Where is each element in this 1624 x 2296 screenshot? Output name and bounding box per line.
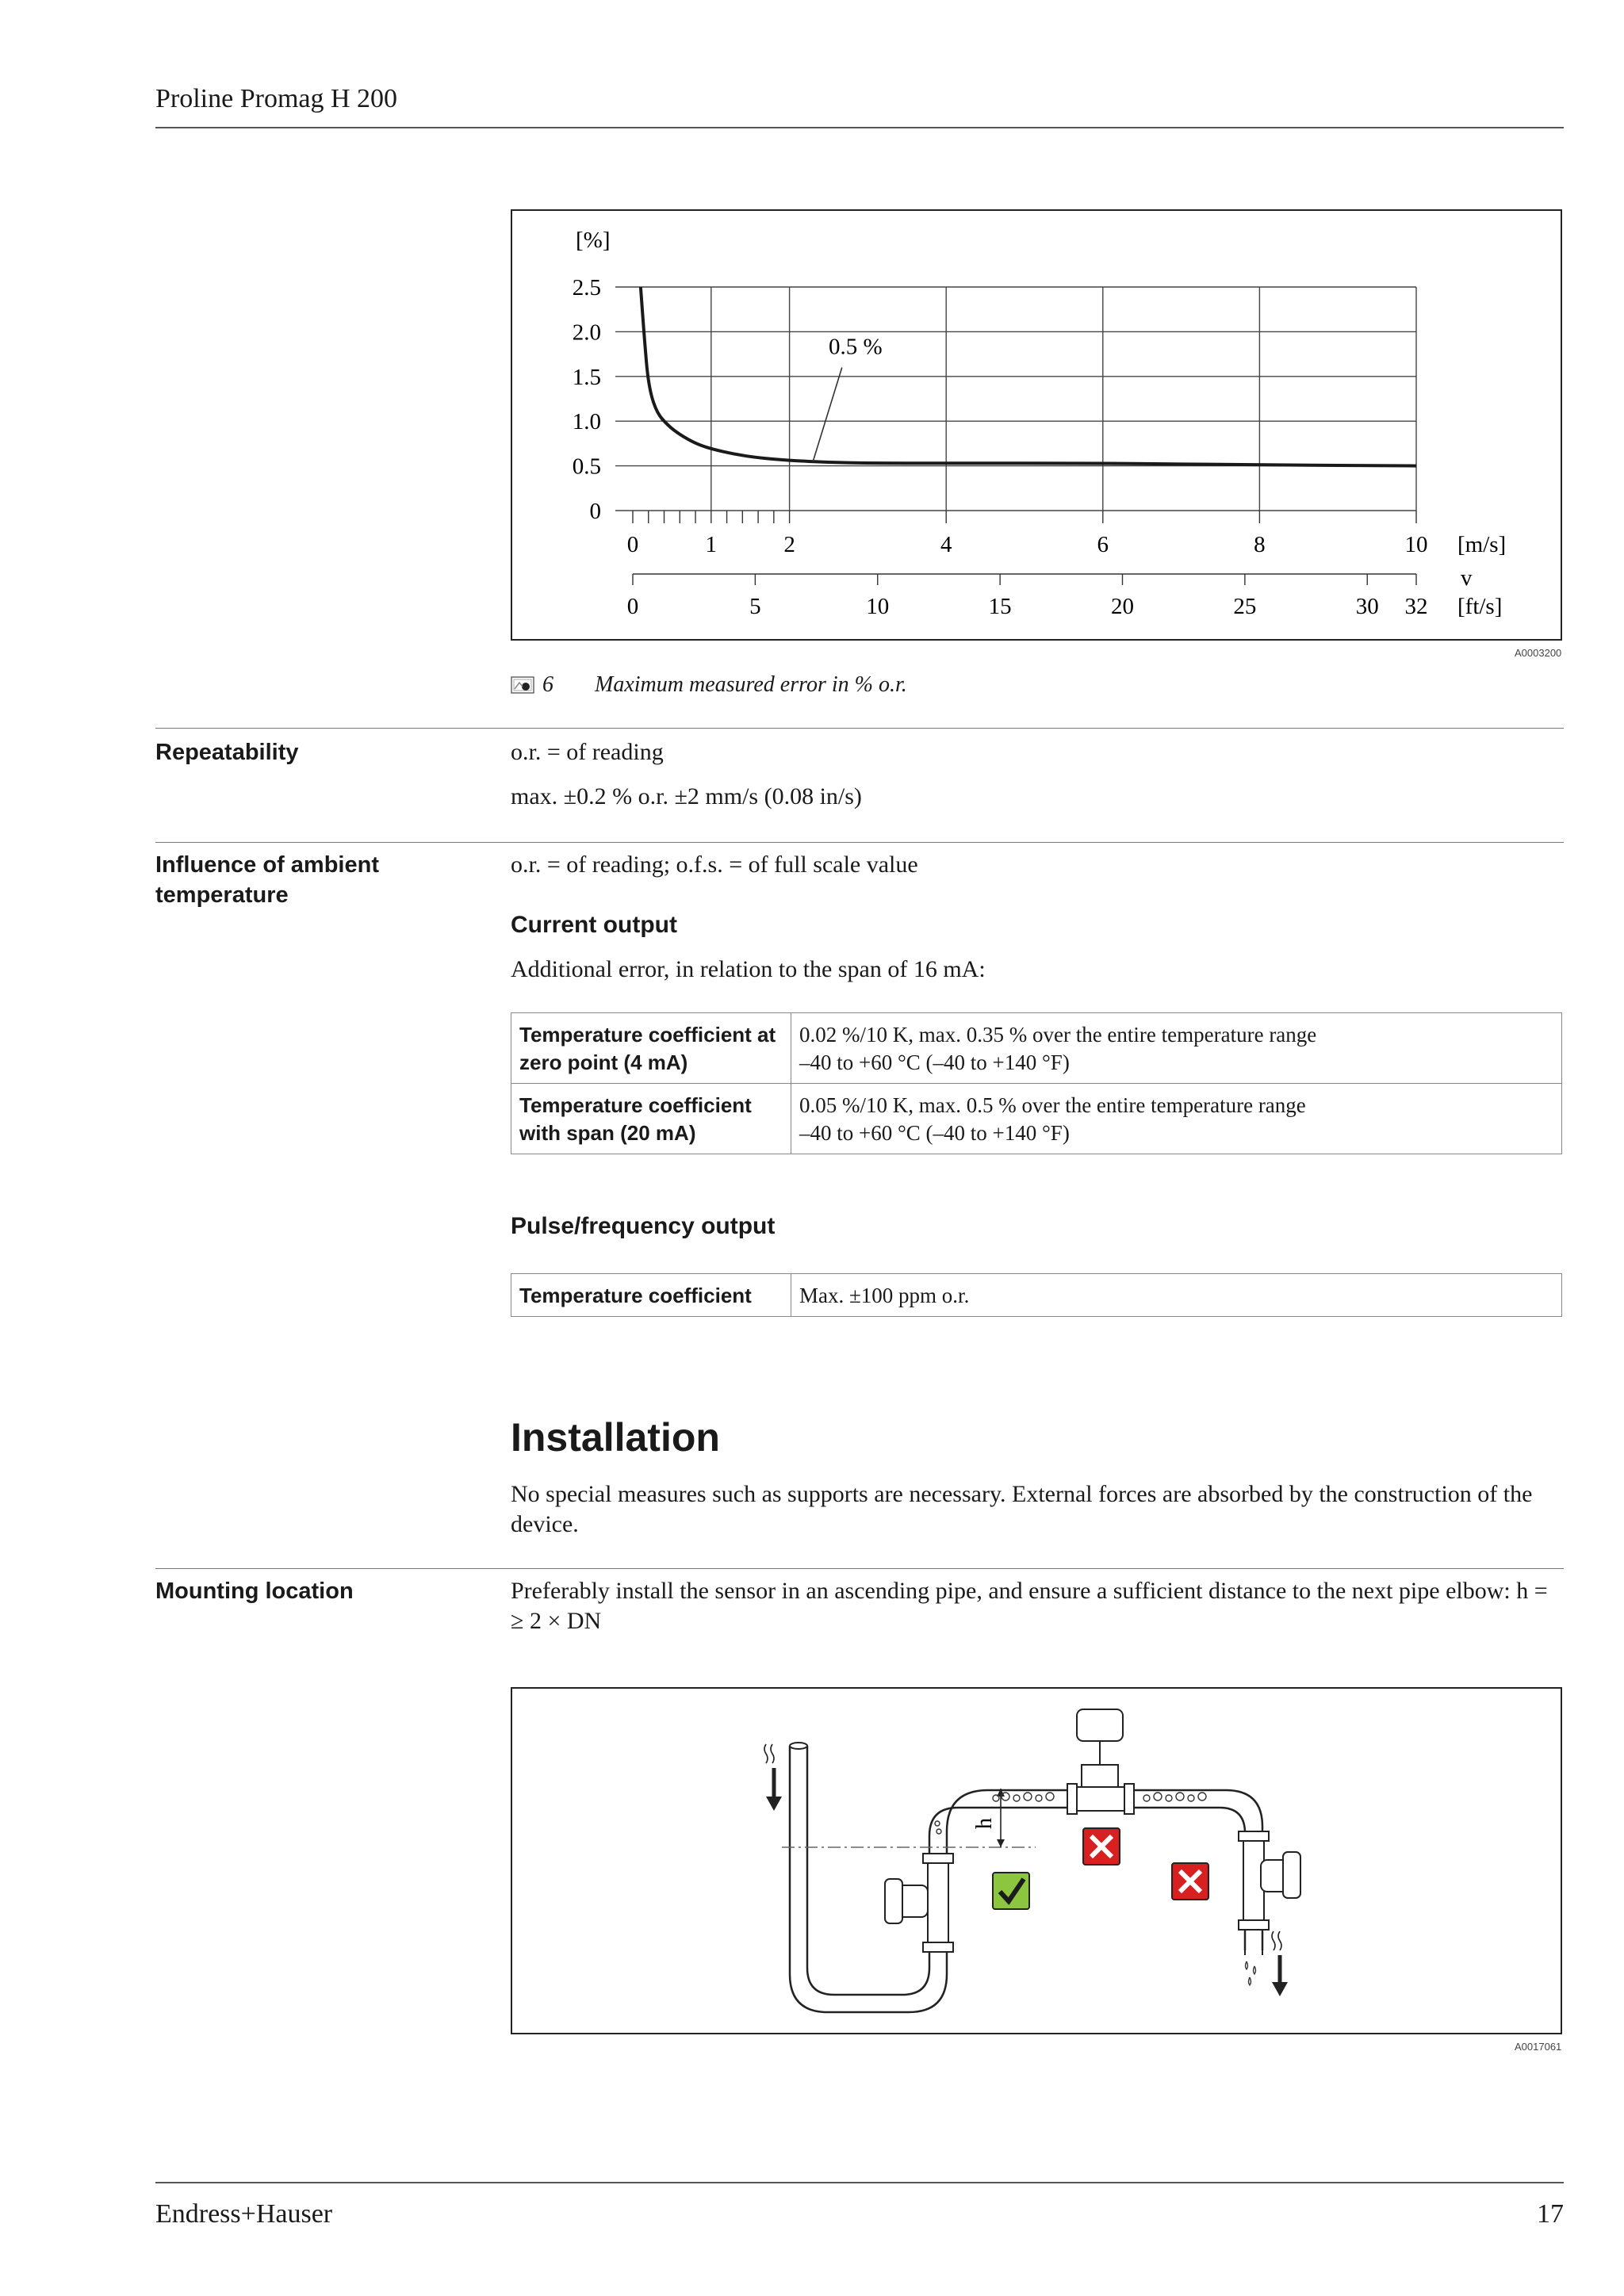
x-tick-label-secondary: 32	[1404, 594, 1428, 619]
caption-number: 6	[542, 672, 553, 697]
table-value-line: 0.02 %/10 K, max. 0.35 % over the entire temperature range	[799, 1023, 1317, 1047]
x-tick-label-secondary: 0	[626, 594, 639, 619]
mounting-text: Preferably install the sensor in an ascending pipe, and ensure a sufficient distance to the next pipe elbow: h = ≥ 2 × DN	[511, 1578, 1548, 1634]
y-axis-label: [%]	[576, 228, 611, 253]
sensor-ascending	[885, 1854, 953, 1952]
mounting-diagram	[512, 1689, 1561, 2033]
sensor-descending	[1239, 1831, 1300, 1955]
x-axis-label: v	[1461, 565, 1473, 591]
current-output-heading: Current output	[511, 912, 677, 938]
current-output-table	[511, 1012, 1562, 1154]
table-key: Temperature coefficient	[511, 1274, 791, 1317]
repeatability-line1: o.r. = of reading	[511, 739, 664, 765]
cross-icon	[1083, 1828, 1120, 1865]
table-value	[791, 1013, 1562, 1084]
x-tick-label-primary: 4	[940, 532, 952, 557]
section-divider	[155, 1568, 1564, 1569]
caption-text: Maximum measured error in % o.r.	[595, 672, 907, 697]
y-tick-label: 2.5	[572, 275, 601, 300]
error-chart	[512, 211, 1561, 639]
y-tick-label: 1.0	[572, 409, 601, 435]
installation-heading: Installation	[511, 1415, 720, 1460]
flow-down-arrow-icon	[764, 1744, 782, 1811]
repeatability-label: Repeatability	[155, 740, 299, 765]
pipe-end	[790, 1743, 807, 1749]
figure-code: A0003200	[1515, 647, 1562, 659]
error-chart-frame	[511, 209, 1562, 641]
x-tick-label-primary: 2	[783, 532, 795, 557]
x-tick-label-secondary: 30	[1355, 594, 1379, 619]
x-tick-label-secondary: 20	[1111, 594, 1134, 619]
footer-brand: Endress+Hauser	[155, 2199, 333, 2229]
y-tick-label: 1.5	[572, 364, 601, 390]
mounting-label: Mounting location	[155, 1578, 354, 1604]
figure-icon	[511, 676, 534, 694]
x-tick-label-primary: 10	[1404, 532, 1428, 557]
ambient-intro: o.r. = of reading; o.f.s. = of full scale value	[511, 851, 918, 878]
page-number: 17	[1537, 2199, 1564, 2229]
h-label: h	[972, 1818, 997, 1829]
table-row	[511, 1274, 1562, 1317]
pulse-output-heading: Pulse/frequency output	[511, 1213, 776, 1239]
x-tick-label-primary: 8	[1254, 532, 1266, 557]
installation-text: No special measures such as supports are necessary. External forces are absorbed by the construction of the device.	[511, 1481, 1533, 1537]
figure-caption	[511, 672, 907, 698]
x-axis-unit-secondary: [ft/s]	[1457, 594, 1503, 619]
table-value-line: –40 to +60 °C (–40 to +140 °F)	[799, 1121, 1070, 1145]
table-key: Temperature coefficient at zero point (4 mA)	[511, 1013, 791, 1084]
table-value-line: –40 to +60 °C (–40 to +140 °F)	[799, 1050, 1070, 1074]
flow-down-arrow-icon	[1272, 1931, 1288, 1996]
header-rule	[155, 127, 1564, 128]
annotation-leader-line	[813, 368, 842, 461]
x-tick-label-primary: 1	[705, 532, 718, 557]
current-output-text: Additional error, in relation to the span of 16 mA:	[511, 956, 986, 982]
table-value-line: 0.05 %/10 K, max. 0.5 % over the entire temperature range	[799, 1093, 1306, 1117]
y-tick-label: 0.5	[572, 453, 601, 480]
pulse-output-table	[511, 1273, 1562, 1317]
table-value	[791, 1084, 1562, 1154]
annotation-label: 0.5 %	[829, 334, 883, 360]
x-tick-label-secondary: 15	[988, 594, 1012, 619]
y-tick-label: 2.0	[572, 320, 601, 346]
table-key: Temperature coefficient with span (20 mA)	[511, 1084, 791, 1154]
table-row	[511, 1013, 1562, 1084]
table-row	[511, 1084, 1562, 1154]
mounting-diagram-frame	[511, 1687, 1562, 2034]
drip-icon	[1246, 1961, 1256, 1985]
x-axis-unit-primary: [m/s]	[1457, 532, 1507, 557]
x-tick-label-primary: 0	[626, 532, 639, 557]
distance-h-dimension	[972, 1789, 1005, 1847]
x-tick-label-secondary: 5	[749, 594, 761, 619]
x-tick-label-secondary: 10	[866, 594, 890, 619]
figure-code: A0017061	[1515, 2041, 1562, 2053]
cross-icon	[1172, 1863, 1208, 1900]
sensor-top	[1067, 1709, 1134, 1814]
section-divider	[155, 842, 1564, 843]
y-tick-label: 0	[589, 499, 601, 524]
header-title: Proline Promag H 200	[155, 84, 398, 113]
x-tick-label-secondary: 25	[1233, 594, 1257, 619]
check-icon	[993, 1873, 1029, 1909]
ambient-label: Influence of ambient temperature	[155, 852, 379, 908]
x-tick-label-primary: 6	[1097, 532, 1109, 557]
section-divider	[155, 728, 1564, 729]
table-value: Max. ±100 ppm o.r.	[791, 1274, 1562, 1317]
footer-rule	[155, 2182, 1564, 2183]
repeatability-line2: max. ±0.2 % o.r. ±2 mm/s (0.08 in/s)	[511, 783, 862, 809]
